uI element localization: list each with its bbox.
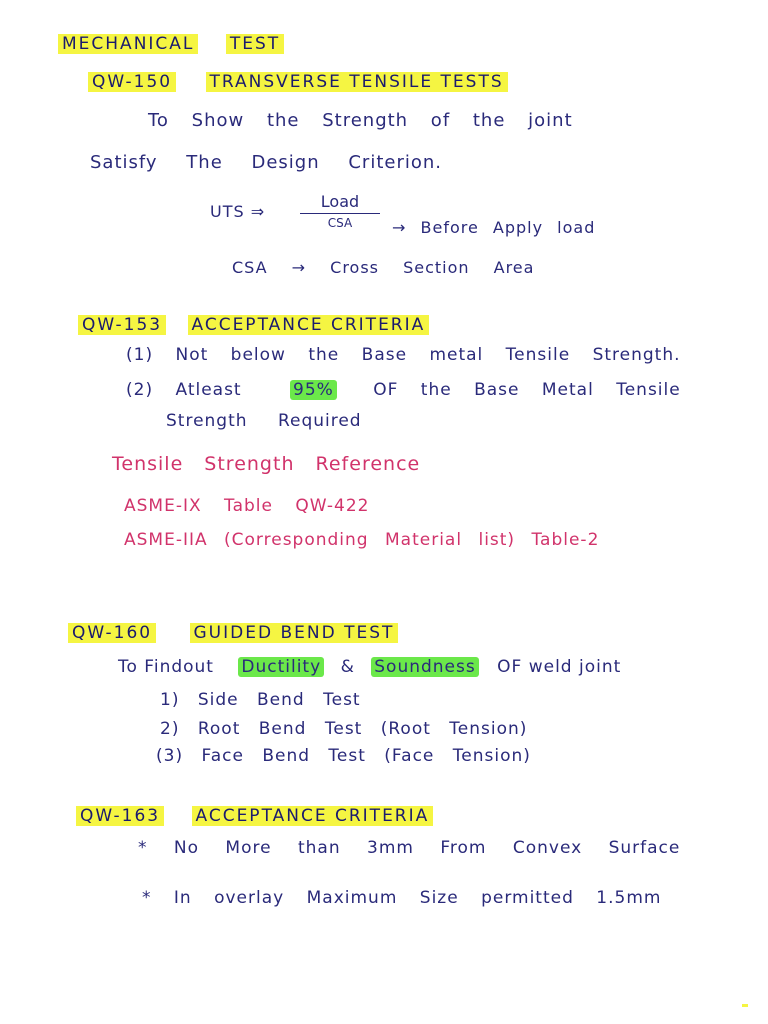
section-title: TRANSVERSE TENSILE TESTS bbox=[206, 72, 508, 92]
uts-label: UTS ⇒ bbox=[210, 202, 266, 221]
bend-type-face: (3) Face Bend Test (Face Tension) bbox=[156, 746, 531, 766]
section-qw160-header bbox=[68, 623, 398, 643]
section-qw153-header bbox=[78, 315, 429, 335]
section-title: GUIDED BEND TEST bbox=[190, 623, 399, 643]
fraction-bar bbox=[300, 213, 380, 214]
section-title: ACCEPTANCE CRITERIA bbox=[188, 315, 430, 335]
reference-asme-ix: ASME-IX Table QW-422 bbox=[124, 496, 370, 516]
bend-purpose-start: To Findout bbox=[118, 657, 214, 677]
purpose-line-2: Satisfy The Design Criterion. bbox=[90, 152, 443, 173]
bend-type-root: 2) Root Bend Test (Root Tension) bbox=[160, 719, 528, 739]
title-mechanical: MECHANICAL bbox=[58, 34, 198, 54]
reference-asme-iia: ASME-IIA (Corresponding Material list) Table-2 bbox=[124, 530, 600, 550]
percent-highlight: 95% bbox=[290, 380, 337, 400]
bend-purpose bbox=[118, 657, 621, 677]
criteria-item-2 bbox=[126, 380, 681, 400]
criteria-item-2-start: (2) Atleast bbox=[126, 380, 242, 400]
bend-type-side: 1) Side Bend Test bbox=[160, 690, 361, 710]
highlighter-speck bbox=[742, 1004, 748, 1007]
csa-definition: CSA → Cross Section Area bbox=[232, 258, 535, 277]
uts-note: → Before Apply load bbox=[392, 218, 596, 237]
section-code: QW-163 bbox=[76, 806, 164, 826]
section-qw150-header bbox=[88, 72, 508, 92]
criteria-item-2-cont: Strength Required bbox=[166, 411, 362, 431]
section-title: ACCEPTANCE CRITERIA bbox=[192, 806, 434, 826]
section-code: QW-160 bbox=[68, 623, 156, 643]
uts-fraction bbox=[300, 192, 380, 230]
soundness-highlight: Soundness bbox=[371, 657, 478, 677]
uts-numerator: Load bbox=[320, 192, 360, 211]
title-test: TEST bbox=[226, 34, 284, 54]
acceptance-bullet-1: * No More than 3mm From Convex Surface bbox=[138, 838, 681, 858]
ductility-highlight: Ductility bbox=[238, 657, 324, 677]
acceptance-bullet-2: * In overlay Maximum Size permitted 1.5mm bbox=[142, 888, 662, 908]
purpose-line-1: To Show the Strength of the joint bbox=[148, 110, 573, 131]
page-title bbox=[58, 34, 284, 54]
ampersand: & bbox=[340, 657, 355, 677]
bend-purpose-end: OF weld joint bbox=[497, 657, 622, 677]
uts-denominator: CSA bbox=[327, 216, 353, 230]
criteria-item-1: (1) Not below the Base metal Tensile Strength. bbox=[126, 345, 681, 365]
section-code: QW-150 bbox=[88, 72, 176, 92]
criteria-item-2-end: OF the Base Metal Tensile bbox=[373, 380, 681, 400]
section-code: QW-153 bbox=[78, 315, 166, 335]
section-qw163-header bbox=[76, 806, 433, 826]
reference-heading: Tensile Strength Reference bbox=[112, 453, 421, 475]
